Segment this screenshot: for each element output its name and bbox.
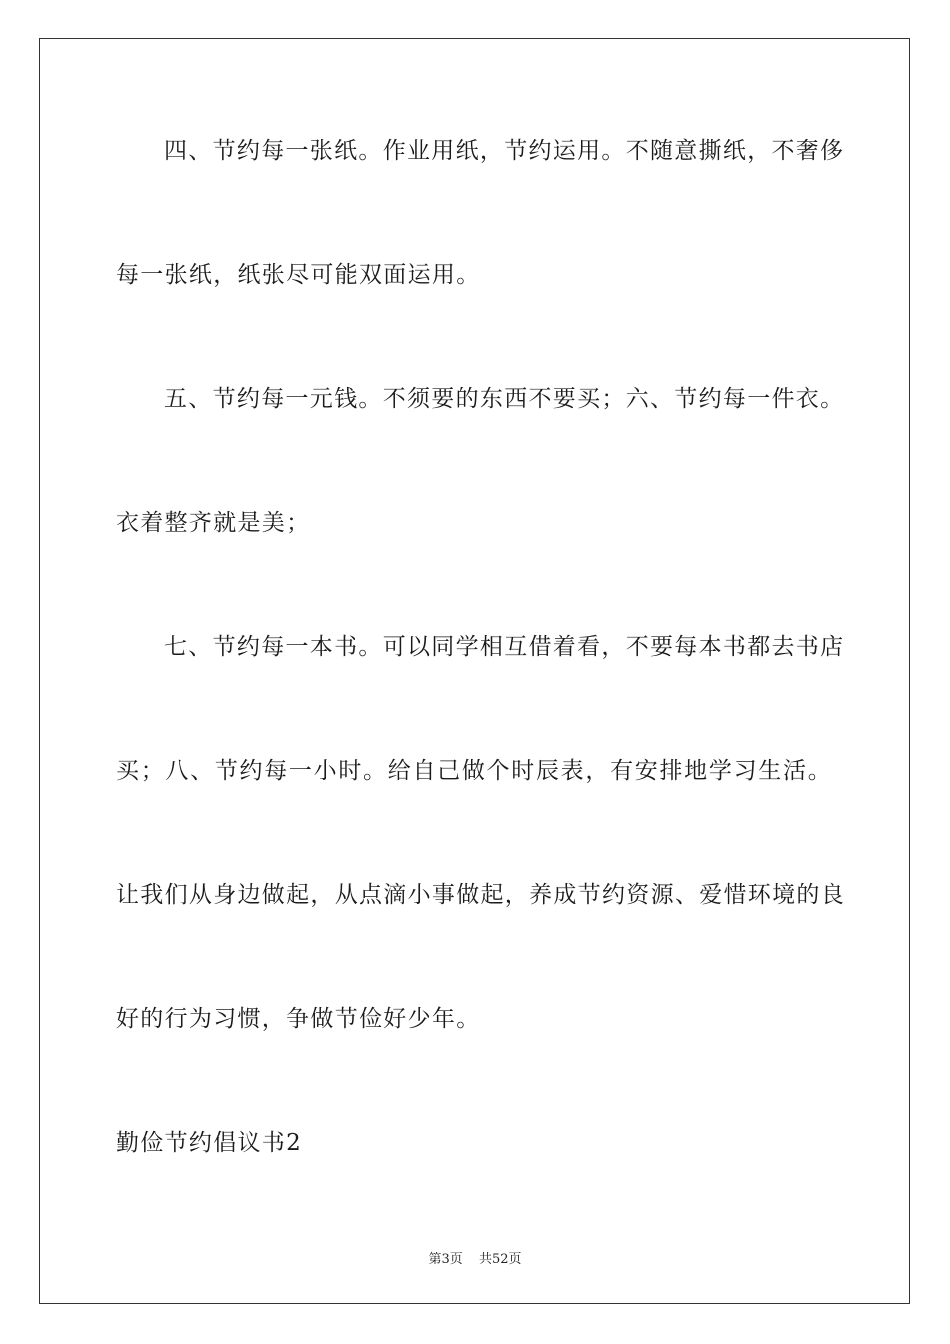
page-number-total: 共52页 [478, 1252, 522, 1267]
page-number-current: 第3页 [428, 1252, 463, 1267]
paragraph-line: 五、节约每一元钱。不须要的东西不要买；六、节约每一件衣。 [164, 386, 845, 412]
paragraph-line: 让我们从身边做起，从点滴小事做起，养成节约资源、爱惜环境的良 [116, 882, 845, 908]
paragraph-line: 每一张纸，纸张尽可能双面运用。 [116, 262, 481, 288]
paragraph-line: 买；八、节约每一小时。给自己做个时辰表，有安排地学习生活。 [116, 758, 832, 784]
page-footer [0, 1248, 950, 1267]
paragraph-line: 好的行为习惯，争做节俭好少年。 [116, 1006, 481, 1032]
section-heading: 勤俭节约倡议书2 [116, 1130, 303, 1156]
paragraph-line: 衣着整齐就是美； [116, 510, 311, 536]
paragraph-line: 四、节约每一张纸。作业用纸，节约运用。不随意撕纸，不奢侈 [164, 138, 845, 164]
page-border [39, 38, 910, 1304]
paragraph-line: 七、节约每一本书。可以同学相互借着看，不要每本书都去书店 [164, 634, 845, 660]
